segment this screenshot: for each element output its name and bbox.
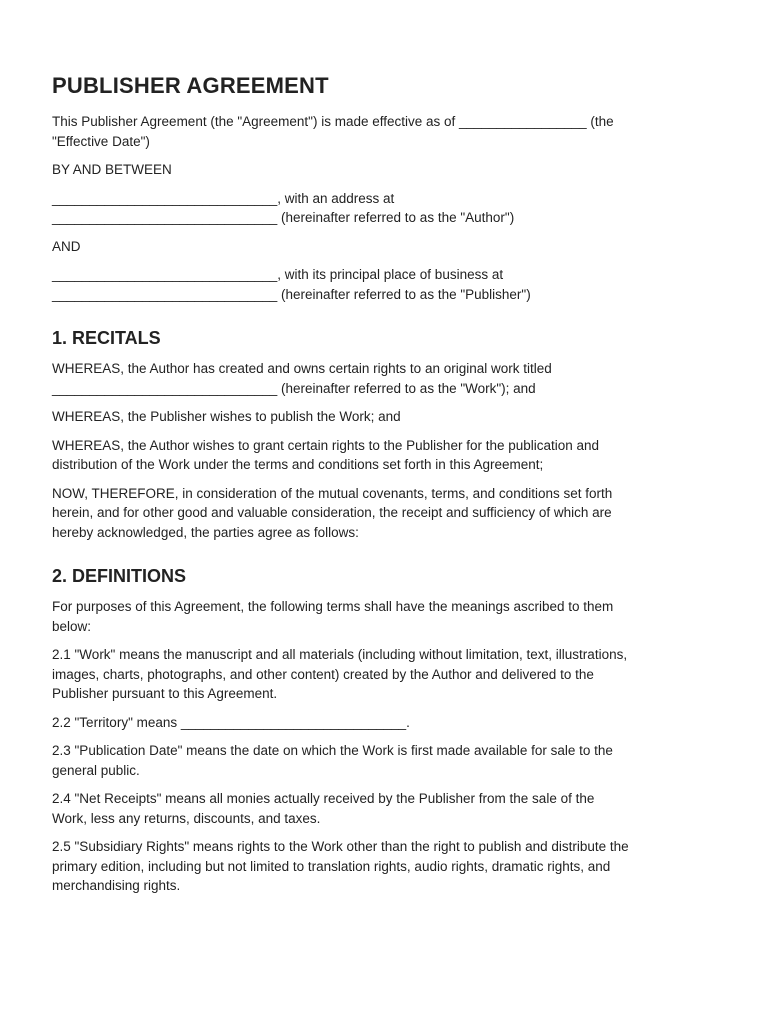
publisher-line-2: ______________________________ (hereinafter referred to as the "Publisher") [52, 286, 531, 302]
recital-1-line-1: WHEREAS, the Author has created and owns certain rights to an original work titled [52, 361, 552, 376]
section-spacer [52, 313, 718, 326]
definition-2-2: 2.2 "Territory" means ______________________________. [52, 714, 410, 730]
recital-1-line-2: ______________________________ (hereinafter referred to as the "Work"); and [52, 380, 536, 396]
author-line-1: ______________________________, with an address at [52, 190, 395, 206]
definitions-heading: 2. DEFINITIONS [52, 566, 187, 586]
recitals-heading: 1. RECITALS [52, 328, 161, 348]
intro-paragraph [52, 112, 718, 151]
recital-3-line-1: WHEREAS, the Author wishes to grant certain rights to the Publisher for the publication and [52, 437, 600, 453]
definitions-intro [52, 597, 718, 636]
definition-2-4 [52, 789, 718, 828]
by-and-between-label: BY AND BETWEEN [52, 162, 172, 177]
recital-paragraph-1 [52, 359, 718, 398]
recital-paragraph-4 [52, 484, 718, 543]
definition-2-1 [52, 645, 718, 704]
definition-2-5-line-1: 2.5 "Subsidiary Rights" means rights to the Work other than the right to publish and distribute the [52, 839, 629, 854]
definitions-intro-line-2: below: [52, 618, 92, 634]
definition-2-1-line-2: images, charts, photographs, and other content) created by the Author and delivered to the [52, 666, 594, 682]
definitions-intro-line-1: For purposes of this Agreement, the following terms shall have the meanings ascribed to them [52, 599, 614, 614]
definition-2-1-line-1: 2.1 "Work" means the manuscript and all materials (including without limitation, text, illustrations, [52, 647, 628, 662]
definition-2-4-line-1: 2.4 "Net Receipts" means all monies actually received by the Publisher from the sale of the [52, 791, 595, 806]
and-label: AND [52, 238, 81, 254]
publisher-line-1: ______________________________, with its principal place of business at [52, 267, 504, 282]
recital-4-line-2: herein, and for other good and valuable consideration, the receipt and sufficiency of which are [52, 505, 612, 520]
recital-paragraph-3 [52, 436, 718, 475]
intro-line-2: "Effective Date") [52, 133, 150, 149]
recital-4-line-1: NOW, THEREFORE, in consideration of the mutual covenants, terms, and conditions set forth [52, 485, 613, 501]
definition-2-3 [52, 741, 718, 780]
definition-2-5-line-3: merchandising rights. [52, 878, 181, 893]
definition-2-4-line-2: Work, less any returns, discounts, and taxes. [52, 810, 321, 826]
definition-2-3-line-1: 2.3 "Publication Date" means the date on which the Work is first made available for sale to the [52, 743, 613, 758]
recital-4-line-3: hereby acknowledged, the parties agree as follows: [52, 524, 359, 540]
publisher-party-block [52, 265, 718, 304]
definition-2-1-line-3: Publisher pursuant to this Agreement. [52, 686, 278, 701]
document-title: PUBLISHER AGREEMENT [52, 73, 329, 98]
author-line-2: ______________________________ (hereinafter referred to as the "Author") [52, 210, 515, 225]
recital-paragraph-2: WHEREAS, the Publisher wishes to publish the Work; and [52, 409, 401, 424]
definition-2-3-line-2: general public. [52, 762, 140, 778]
section-spacer [52, 551, 718, 564]
intro-line-1: This Publisher Agreement (the "Agreement") is made effective as of _________________ (the [52, 114, 614, 129]
author-party-block [52, 189, 718, 228]
definition-2-5-line-2: primary edition, including but not limited to translation rights, audio rights, dramatic rights, and [52, 858, 611, 874]
definition-2-5 [52, 837, 718, 896]
recital-3-line-2: distribution of the Work under the terms and conditions set forth in this Agreement; [52, 457, 544, 472]
